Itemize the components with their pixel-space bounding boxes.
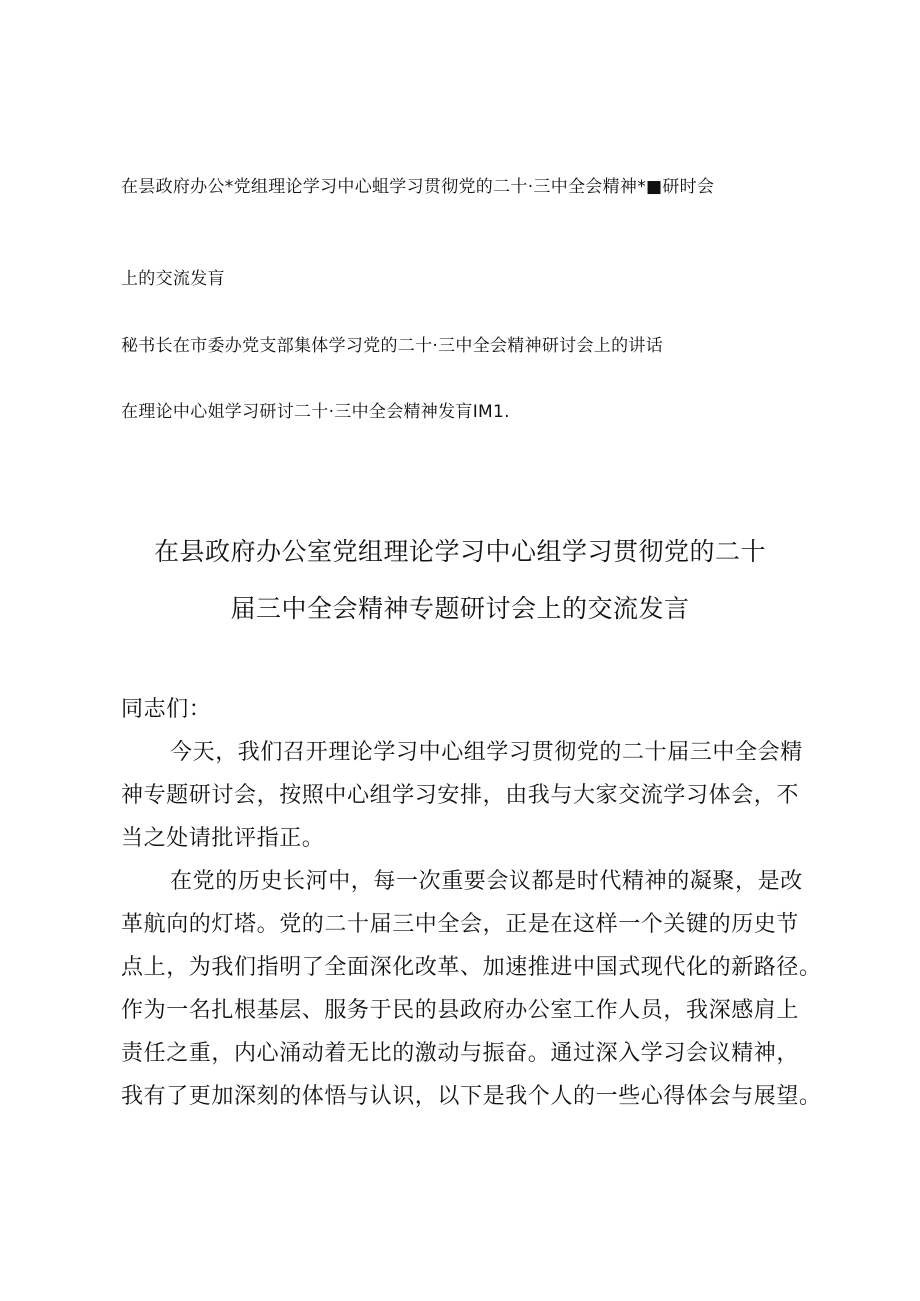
paragraph-1-line: 神专题研讨会，按照中心组学习安排，由我与大家交流学习体会，不 — [121, 783, 800, 808]
paragraph-2-line: 我有了更加深刻的体悟与认识，以下是我个人的一些心得体会与展望。 — [121, 1084, 822, 1109]
document-title-line-1: 在县政府办公室党组理论学习中心组学习贯彻党的二十 — [153, 537, 766, 566]
paragraph-2-line: 点上，为我们指明了全面深化改革、加速推进中国式现代化的新路径。 — [121, 955, 822, 980]
paragraph-2-line: 责任之重，内心涌动着无比的激动与振奋。通过深入学习会议精神， — [121, 1041, 800, 1066]
toc-entry-3: 在理论中心姐学习研讨二十·三中全会精神发肓IM1. — [121, 402, 510, 422]
salutation: 同志们： — [121, 697, 212, 722]
paragraph-2-line: 在党的历史长河中，每一次重要会议都是时代精神的凝聚，是改 — [170, 869, 803, 894]
toc-entry-1-continued: 上的交流发肓 — [121, 269, 225, 289]
document-title-line-2: 届三中全会精神专题研讨会上的交流发言 — [230, 594, 690, 623]
toc-entry-2: 秘书长在市委办党支部集体学习党的二十·三中全会精神研讨会上的讲话 — [121, 336, 664, 356]
paragraph-2-line: 作为一名扎根基层、服务于民的县政府办公室工作人员，我深感肩上 — [121, 998, 800, 1023]
paragraph-2-line: 革航向的灯塔。党的二十届三中全会，正是在这样一个关键的历史节 — [121, 912, 800, 937]
paragraph-1-line: 今天，我们召开理论学习中心组学习贯彻党的二十届三中全会精 — [170, 740, 803, 765]
paragraph-1-line: 当之处请批评指正。 — [121, 826, 325, 851]
toc-entry-1: 在昙政府办公*党组理论学习中心蛆学习贯彻党的二十·三中全会精神*■研时会 — [121, 177, 715, 197]
